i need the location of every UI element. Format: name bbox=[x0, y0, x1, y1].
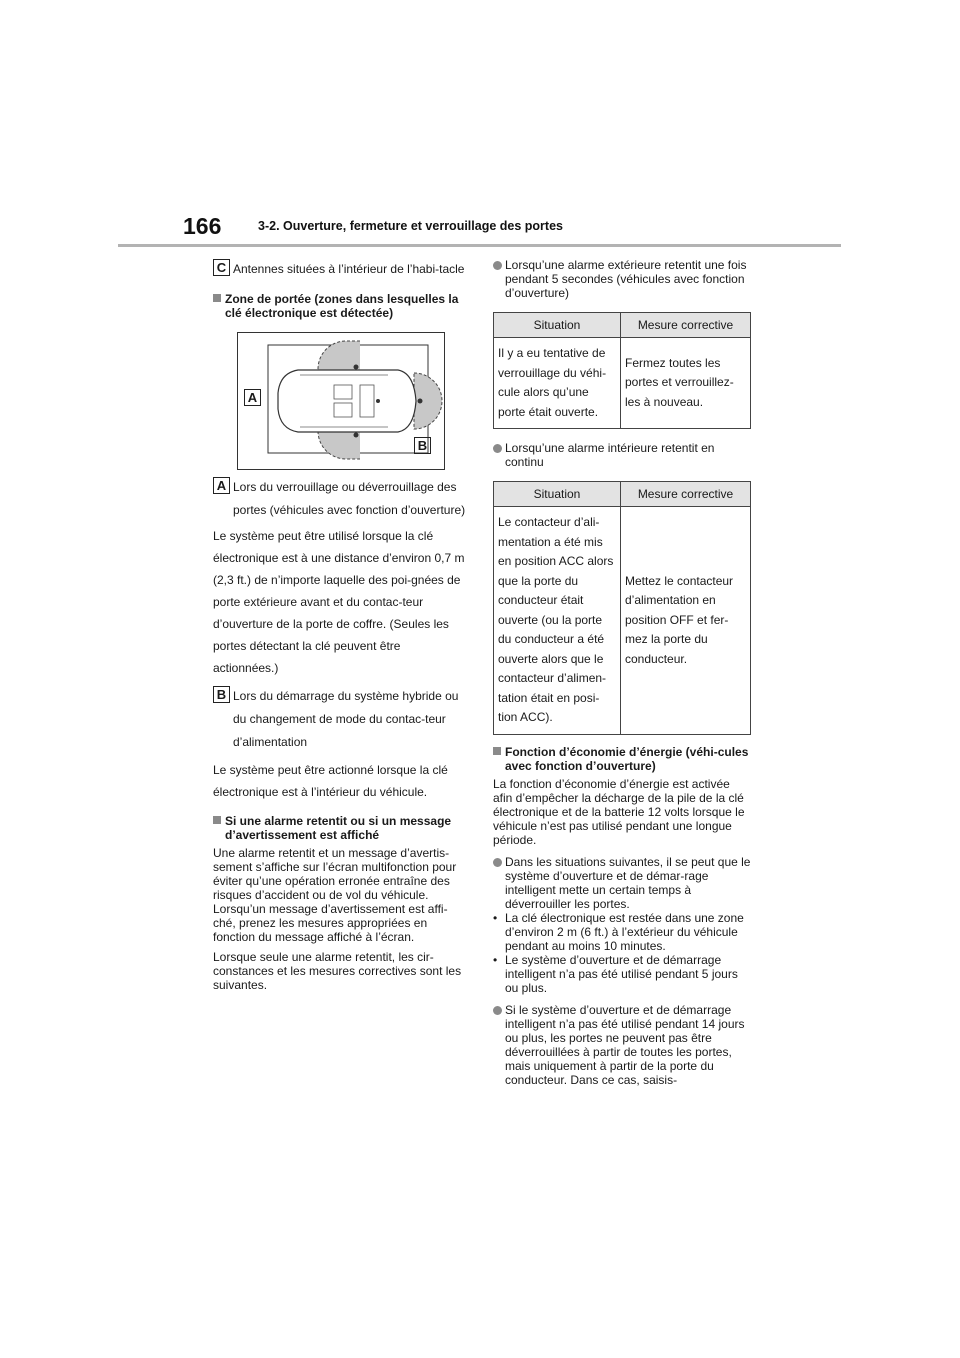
table1-situation: Il y a eu tentative de verrouillage du véhi-cule alors qu’une porte était ouverte. bbox=[494, 338, 621, 429]
dash-item-1 bbox=[493, 911, 751, 953]
table2-measure: Mettez le contacteur d’alimentation en position OFF et fer-mez la porte du conducteur. bbox=[621, 507, 751, 735]
table1-header-situation: Situation bbox=[494, 313, 621, 338]
callout-c bbox=[213, 258, 469, 281]
heading-range-zone: Zone de portée (zones dans lesquelles la clé électronique est détectée) bbox=[213, 292, 469, 320]
section-title: 3-2. Ouverture, fermeture et verrouillage des portes bbox=[258, 219, 563, 233]
callout-c-text: Antennes situées à l’intérieur de l’habi-tacle bbox=[233, 262, 465, 276]
marker-c: C bbox=[213, 259, 230, 276]
alarm-paragraph-1: Une alarme retentit et un message d’avertis-sement s’affiche sur l’écran multifonction pour éviter qu’une opération erronée entraîne des risques d’accident ou de vol du véhicule. Lorsqu’un message d’avertissement est affi-ché, prenez les mesures appropriées en fonction du message affiché à l’écran. bbox=[213, 846, 457, 944]
diagram-label-a: A bbox=[244, 389, 261, 406]
heading-energy-saving: Fonction d’économie d’énergie (véhi-cules avec fonction d’ouverture) bbox=[493, 745, 751, 773]
table2-header-measure: Mesure corrective bbox=[621, 482, 751, 507]
header-divider bbox=[118, 244, 841, 247]
page-number: 166 bbox=[183, 213, 222, 239]
bullet-situations: Dans les situations suivantes, il se peut que le système d’ouverture et de démar-rage intelligent mette un certain temps à déverrouiller les portes. bbox=[493, 855, 751, 911]
exterior-alarm-table bbox=[493, 312, 751, 429]
energy-saving-paragraph: La fonction d’économie d’énergie est activée afin d’empêcher la décharge de la pile de la clé électronique et de la batterie 12 volts lorsque le véhicule n’est pas utilisé pendant une longue période. bbox=[493, 776, 745, 847]
callout-b bbox=[213, 685, 469, 754]
dash-item-2-text: Le système d’ouverture et de démarrage intelligent n’a pas été utilisé pendant 5 jours ou plus. bbox=[505, 952, 738, 995]
interior-description: Le système peut être actionné lorsque la clé électronique est à l’intérieur du véhicule. bbox=[213, 763, 448, 799]
table2-header-situation: Situation bbox=[494, 482, 621, 507]
marker-a: A bbox=[213, 477, 230, 494]
left-column bbox=[213, 258, 469, 992]
heading-alarm: Si une alarme retentit ou si un message d’avertissement est affiché bbox=[213, 814, 469, 842]
table1-measure: Fermez toutes les portes et verrouillez-les à nouveau. bbox=[621, 338, 751, 429]
table1-header-measure: Mesure corrective bbox=[621, 313, 751, 338]
interior-alarm-table bbox=[493, 481, 751, 735]
right-column bbox=[493, 258, 751, 1087]
callout-a bbox=[213, 476, 469, 522]
diagram-label-b: B bbox=[414, 437, 431, 454]
bullet-exterior-alarm: Lorsqu’une alarme extérieure retentit une fois pendant 5 secondes (véhicules avec fonction d’ouverture) bbox=[493, 258, 751, 300]
dash-mark-1: • bbox=[493, 910, 498, 925]
dash-item-1-text: La clé électronique est restée dans une zone d’environ 2 m (6 ft.) à l’extérieur du véhicule pendant au moins 10 minutes. bbox=[505, 910, 744, 953]
table2-situation: Le contacteur d’ali-mentation a été mis en position ACC alors que la porte du conducteur était ouverte (ou la porte du conducteur a été ouverte alors que le contacteur d’alimen-tation était en posi-tion ACC). bbox=[494, 507, 621, 735]
dash-mark-2: • bbox=[493, 952, 498, 967]
callout-b-text: Lors du démarrage du système hybride ou du changement de mode du contac-teur d’alimentation bbox=[233, 689, 459, 749]
range-zone-diagram bbox=[237, 332, 445, 470]
bullet-14-days: Si le système d’ouverture et de démarrage intelligent n’a pas été utilisé pendant 14 jours ou plus, les portes ne peuvent pas être déverrouillées à partir de toutes les portes, mais uniquement à partir de la porte du conducteur. Dans ce cas, saisis- bbox=[493, 1003, 751, 1087]
alarm-paragraph-2: Lorsque seule une alarme retentit, les cir-constances et les mesures correctives sont les suivantes. bbox=[213, 950, 462, 992]
marker-b: B bbox=[213, 686, 230, 703]
range-description: Le système peut être utilisé lorsque la clé électronique est à une distance d’environ 0,7 m (2,3 ft.) de n’importe laquelle des poi-gnées de porte extérieure avant et du contac-teur d’ouverture de la porte de coffre. (Seules les portes détectant la clé peuvent être actionnées.) bbox=[213, 529, 465, 675]
callout-a-text: Lors du verrouillage ou déverrouillage des portes (véhicules avec fonction d’ouverture) bbox=[233, 480, 466, 517]
dash-item-2 bbox=[493, 953, 751, 995]
bullet-interior-alarm: Lorsqu’une alarme intérieure retentit en continu bbox=[493, 441, 751, 469]
